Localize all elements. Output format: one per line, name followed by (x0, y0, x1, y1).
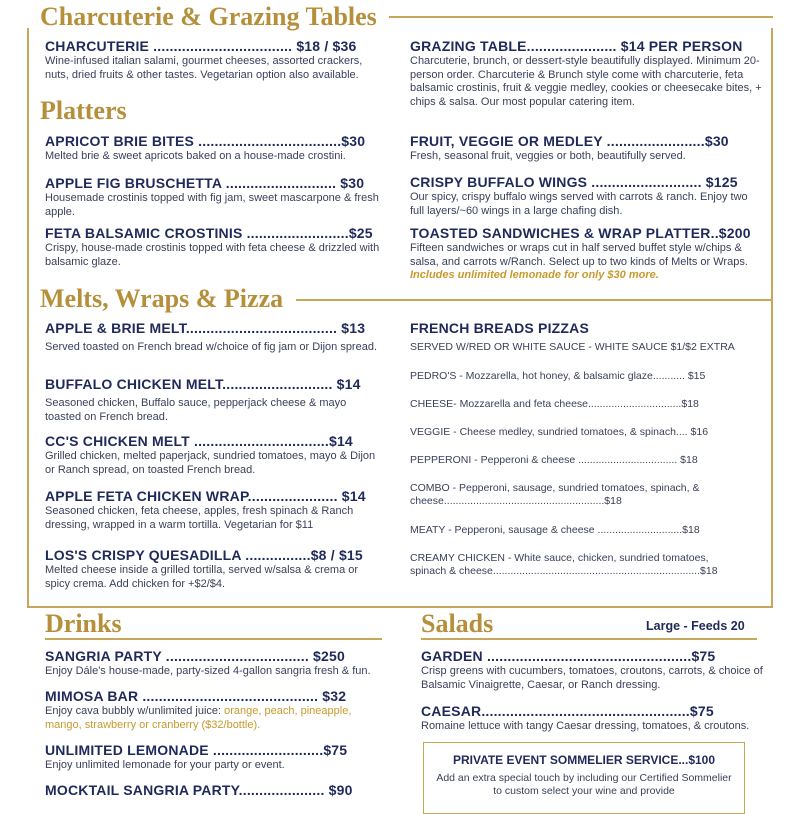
item-description: Seasoned chicken, feta cheese, apples, fresh spinach & Ranch dressing, wrapped in a warm tortilla. Vegetarian for $11 (45, 505, 354, 531)
pizza-item-pepperoni: PEPPERONI - Pepperoni & cheese .................................. $18 (410, 454, 698, 466)
menu-item-apple-brie-melt (45, 320, 380, 355)
item-description (45, 705, 385, 732)
item-description: Wine-infused italian salami, gourmet cheeses, assorted crackers, nuts, dried fruits & other tastes. Vegetarian option also available. (45, 55, 363, 81)
section-title-salads: Salads (421, 609, 494, 638)
pizza-item-pedros: PEDRO'S - Mozzarella, hot honey, & balsamic glaze........... $15 (410, 370, 706, 382)
item-title: GARDEN ..................................................$75 (421, 648, 716, 664)
item-title: GRAZING TABLE...................... $14 PER PERSON (410, 38, 743, 54)
sommelier-description: Add an extra special touch by including our Certified Sommelier to custom select your wine and provide (436, 772, 732, 797)
menu-item-sandwich-platter (410, 225, 762, 283)
menu-item-charcuterie (45, 38, 380, 82)
pizza-header (410, 320, 762, 355)
item-description-text: Fifteen sandwiches or wraps cut in half served buffet style w/chips & salsa, and carrots w/Ranch. Select up to two kinds of Melts or Wraps. (410, 242, 748, 268)
frame-right-line (771, 28, 773, 608)
menu-item-unlimited-lemonade (45, 742, 385, 773)
pizza-item-creamy-chicken: CREAMY CHICKEN - White sauce, chicken, sundried tomatoes, spinach & cheese.......................................................................$18 (410, 552, 718, 577)
pizza-item-veggie: VEGGIE - Cheese medley, sundried tomatoes, & spinach.... $16 (410, 426, 709, 438)
menu-item-apple-feta-wrap (45, 488, 380, 532)
item-description: Enjoy Dále's house-made, party-sized 4-gallon sangria fresh & fun. (45, 665, 371, 677)
item-title: APPLE & BRIE MELT..................................... $13 (45, 320, 366, 336)
item-description: Melted cheese inside a grilled tortilla, served w/salsa & crema or spicy crema. Add chicken for +$2/$4. (45, 564, 359, 590)
section-title-platters: Platters (40, 96, 127, 125)
item-title: APRICOT BRIE BITES ...................................$30 (45, 133, 366, 149)
item-title: LOS'S CRISPY QUESADILLA ................$8 / $15 (45, 547, 363, 563)
item-description: Served toasted on French bread w/choice of fig jam or Dijon spread. (45, 341, 378, 353)
item-title: CHARCUTERIE .................................. $18 / $36 (45, 38, 357, 54)
item-description: Charcuterie, brunch, or dessert-style beautifully displayed. Minimum 20-person order. Charcuterie & Brunch style come with charcuterie, feta balsamic crostinis, fruit & veggie medley, cookies or cheesecake bites, + chips & salsa. Our most popular catering item. (410, 55, 762, 108)
item-title: MIMOSA BAR ........................................... $32 (45, 688, 347, 704)
item-title: CRISPY BUFFALO WINGS ........................... $125 (410, 174, 738, 190)
item-title: APPLE FETA CHICKEN WRAP...................... $14 (45, 488, 366, 504)
item-description-text: Enjoy cava bubbly w/unlimited juice: (45, 705, 222, 717)
menu-item-fruit-veggie (410, 133, 762, 164)
menu-item-quesadilla (45, 547, 380, 591)
item-description: Romaine lettuce with tangy Caesar dressing, tomatoes, & croutons. (421, 720, 750, 732)
sommelier-title: PRIVATE EVENT SOMMELIER SERVICE...$100 (452, 753, 716, 767)
menu-item-buffalo-chicken-melt (45, 376, 380, 424)
menu-item-cc-chicken-melt (45, 433, 380, 477)
frame-left-line (27, 28, 29, 608)
section-title-melts: Melts, Wraps & Pizza (40, 284, 284, 313)
frame-bottom-line (27, 606, 773, 608)
menu-item-garden-salad (421, 648, 766, 692)
item-title: MOCKTAIL SANGRIA PARTY..................... $90 (45, 782, 353, 798)
pizza-title: FRENCH BREADS PIZZAS (410, 320, 590, 336)
lemonade-offer: Includes unlimited lemonade for only $30 more. (410, 269, 659, 281)
section-rule (421, 638, 757, 640)
section-rule (389, 16, 773, 18)
section-title-charcuterie: Charcuterie & Grazing Tables (40, 2, 377, 31)
item-description: Seasoned chicken, Buffalo sauce, pepperjack cheese & mayo toasted on French bread. (45, 397, 347, 423)
item-description: Enjoy unlimited lemonade for your party or event. (45, 759, 285, 771)
item-title: BUFFALO CHICKEN MELT........................... $14 (45, 376, 361, 392)
pizza-item-meaty: MEATY - Pepperoni, sausage & cheese .............................$18 (410, 524, 700, 536)
item-title: CC'S CHICKEN MELT .................................$14 (45, 433, 353, 449)
item-description: Fresh, seasonal fruit, veggies or both, beautifully served. (410, 150, 686, 162)
item-description: Housemade crostinis topped with fig jam, sweet mascarpone & fresh apple. (45, 192, 379, 218)
pizza-item-combo: COMBO - Pepperoni, sausage, sundried tomatoes, spinach, & cheese.......................................................$18 (410, 482, 700, 507)
sommelier-box (423, 742, 745, 814)
menu-item-mimosa-bar (45, 688, 385, 732)
item-title: CAESAR...................................................$75 (421, 703, 714, 719)
item-title: APPLE FIG BRUSCHETTA ........................... $30 (45, 175, 365, 191)
menu-item-feta-crostinis (45, 225, 380, 269)
item-title: FRUIT, VEGGIE OR MEDLEY ........................$30 (410, 133, 729, 149)
menu-item-buffalo-wings (410, 174, 762, 218)
pizza-item-cheese: CHEESE- Mozzarella and feta cheese................................$18 (410, 398, 699, 410)
menu-item-apricot-brie (45, 133, 380, 164)
item-title: FETA BALSAMIC CROSTINIS .........................$25 (45, 225, 373, 241)
menu-item-mocktail-sangria (45, 782, 385, 798)
item-description (410, 242, 762, 283)
mimosa-juice-options: orange, peach, pineapple, mango, strawberry or cranberry ($32/bottle). (45, 705, 352, 731)
salad-size-note: Large - Feeds 20 (646, 619, 745, 633)
item-title: SANGRIA PARTY ................................... $250 (45, 648, 345, 664)
item-description: Crispy, house-made crostinis topped with feta cheese & drizzled with balsamic glaze. (45, 242, 380, 268)
item-title: UNLIMITED LEMONADE ...........................$75 (45, 742, 348, 758)
item-description: Crisp greens with cucumbers, tomatoes, croutons, carrots, & choice of Balsamic Vinaigrette, Caesar, or Ranch dressing. (421, 665, 763, 691)
pizza-subtitle: SERVED W/RED OR WHITE SAUCE - WHITE SAUCE $1/$2 EXTRA (410, 341, 735, 353)
menu-item-sangria-party (45, 648, 385, 679)
item-description: Grilled chicken, melted paperjack, sundried tomatoes, mayo & Dijon or Ranch spread, on toasted French bread. (45, 450, 376, 476)
section-title-drinks: Drinks (45, 609, 122, 638)
menu-item-caesar-salad (421, 703, 766, 734)
item-description: Our spicy, crispy buffalo wings served with carrots & ranch. Enjoy two full layers/~60 wings in a large chafing dish. (410, 191, 748, 217)
item-description: Melted brie & sweet apricots baked on a house-made crostini. (45, 150, 346, 162)
section-rule (45, 638, 382, 640)
section-rule (296, 299, 773, 301)
menu-item-apple-fig (45, 175, 380, 219)
menu-item-grazing-table (410, 38, 762, 109)
item-title: TOASTED SANDWICHES & WRAP PLATTER..$200 (410, 225, 751, 241)
